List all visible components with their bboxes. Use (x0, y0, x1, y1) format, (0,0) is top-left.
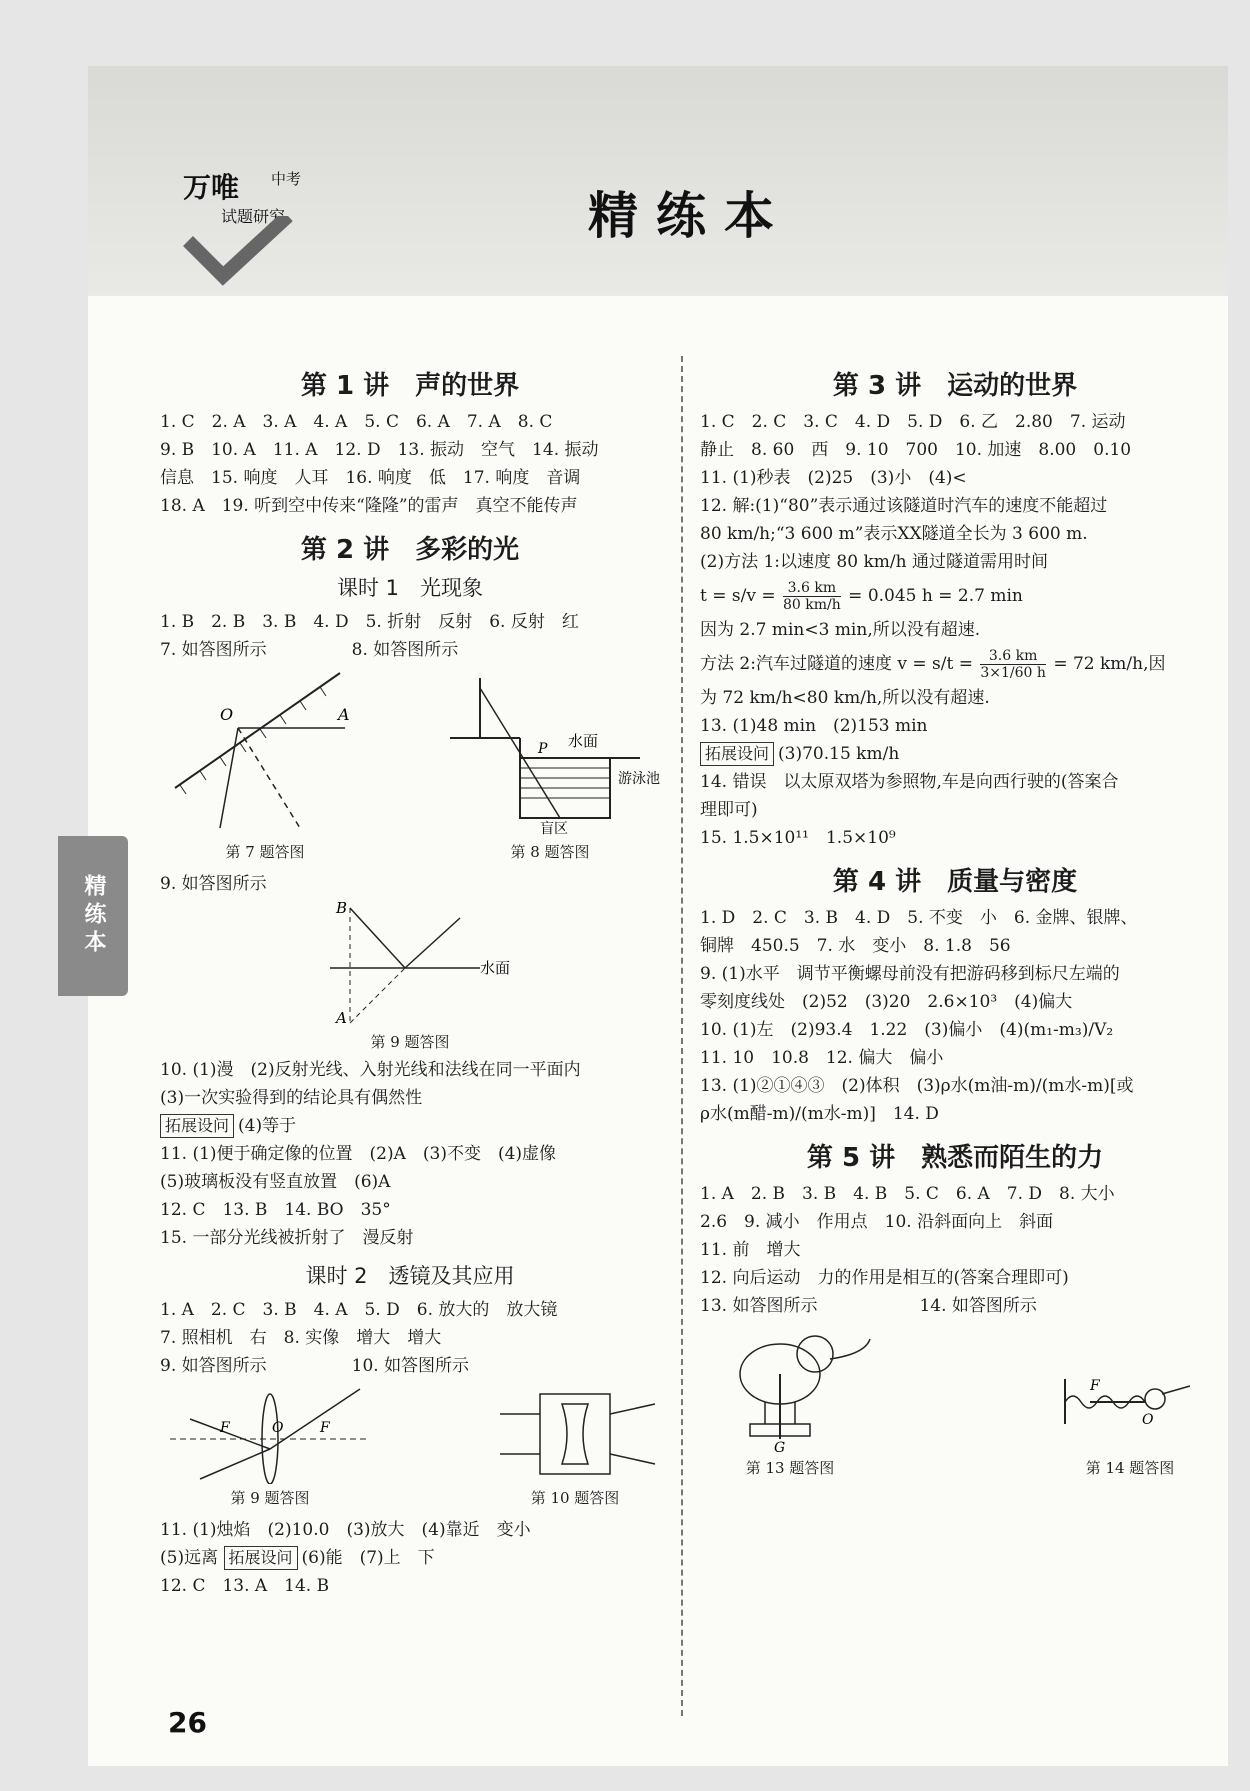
fraction-denominator: 80 km/h (783, 597, 841, 613)
answer-line: 7. 照相机 右 8. 实像 增大 增大 (160, 1328, 442, 1348)
formula-text: t = s/v = (700, 586, 776, 606)
svg-text:O: O (220, 705, 234, 724)
answer-line (160, 1112, 660, 1140)
answer-line: 静止 8. 60 西 9. 10 700 10. 加速 8.00 0.10 (700, 440, 1132, 460)
figure-7 (160, 668, 370, 866)
fraction (980, 648, 1046, 681)
pool-refraction-diagram (440, 668, 660, 838)
answer-line: 11. (1)秒表 (2)25 (3)小 (4)< (700, 468, 967, 488)
answer-line: 2.6 9. 减小 作用点 10. 沿斜面向上 斜面 (700, 1212, 1054, 1232)
lesson-1-title: 课时 1 光现象 (336, 576, 484, 600)
blind-zone-label: 盲区 (540, 821, 568, 837)
answer-line: ρ水(m醋-m)/(m水-m)] 14. D (700, 1104, 939, 1124)
left-column (160, 356, 660, 1600)
figure-caption: 第 9 题答图 (370, 1033, 450, 1051)
figure-caption: 第 14 题答图 (1085, 1459, 1175, 1477)
figure-caption: 第 8 题答图 (510, 843, 590, 861)
svg-text:P: P (538, 741, 548, 757)
svg-text:O: O (1142, 1412, 1154, 1428)
answer-line: 18. A 19. 听到空中传来“隆隆”的雷声 真空不能传声 (160, 496, 578, 516)
brand-logo (183, 166, 323, 286)
figure-13 (700, 1324, 880, 1482)
answer-line: 11. 10 10.8 12. 偏大 偏小 (700, 1048, 944, 1068)
answer-line: 信息 15. 响度 人耳 16. 响度 低 17. 响度 音调 (160, 468, 581, 488)
page-title: 精练本 (588, 187, 792, 245)
figure-caption: 第 13 题答图 (745, 1459, 835, 1477)
fraction-numerator: 3.6 km (980, 648, 1046, 665)
answer-line: 1. C 2. C 3. C 4. D 5. D 6. 乙 2.80 7. 运动 (700, 412, 1126, 432)
lecture-3-title: 第 3 讲 运动的世界 (832, 371, 1078, 401)
answer-text: (6)能 (7)上 下 (301, 1548, 435, 1568)
water-reflection-diagram (300, 898, 520, 1028)
answer-line: 7. 如答图所示 8. 如答图所示 (160, 640, 459, 660)
logo-mid-text: 中考 (271, 170, 302, 188)
page (81, 66, 1228, 1766)
svg-text:F: F (1090, 1378, 1100, 1394)
fraction-numerator: 3.6 km (783, 580, 841, 597)
extension-question-badge: 拓展设问 (160, 1114, 234, 1138)
answer-line: 11. (1)烛焰 (2)10.0 (3)放大 (4)靠近 变小 (160, 1520, 531, 1540)
figure-9 (160, 898, 660, 1056)
column-divider (681, 356, 683, 1716)
figure-8 (440, 668, 660, 866)
answer-line: (3)一次实验得到的结论具有偶然性 (160, 1088, 423, 1108)
answer-line: 11. 前 增大 (700, 1240, 801, 1260)
answer-line: 为 72 km/h<80 km/h,所以没有超速. (700, 688, 990, 708)
answer-line: 14. 错误 以太原双塔为参照物,车是向西行驶的(答案合 (700, 772, 1119, 792)
answer-line: 80 km/h;“3 600 m”表示XX隧道全长为 3 600 m. (700, 524, 1088, 544)
figure-9b (160, 1384, 380, 1512)
svg-text:F: F (320, 1420, 330, 1436)
answer-line: 12. C 13. A 14. B (160, 1576, 330, 1596)
figure-caption: 第 9 题答图 (230, 1489, 310, 1507)
lecture-4-title: 第 4 讲 质量与密度 (832, 867, 1078, 897)
lecture-5-title: 第 5 讲 熟悉而陌生的力 (806, 1143, 1104, 1173)
pool-label: 游泳池 (618, 771, 660, 787)
answer-line: 9. 如答图所示 10. 如答图所示 (160, 1356, 470, 1376)
svg-text:B: B (336, 899, 348, 917)
answer-line: 10. (1)漫 (2)反射光线、入射光线和法线在同一平面内 (160, 1060, 581, 1080)
figure-row (160, 1384, 660, 1512)
water-surface-label: 水面 (480, 959, 511, 977)
mirror-reflection-diagram (160, 668, 370, 838)
figure-row (700, 1324, 1210, 1482)
svg-text:G: G (774, 1440, 786, 1454)
formula-text: = 0.045 h = 2.7 min (848, 586, 1023, 606)
elephant-gravity-diagram (700, 1324, 880, 1454)
answer-line: 15. 1.5×10¹¹ 1.5×10⁹ (700, 828, 896, 848)
svg-text:A: A (336, 1009, 347, 1027)
fraction (783, 580, 841, 613)
answer-line: 12. 向后运动 力的作用是相互的(答案合理即可) (700, 1268, 1069, 1288)
checkmark-icon (183, 216, 293, 286)
logo-sub-text: 试题研究 (221, 207, 286, 226)
answer-line: 铜牌 450.5 7. 水 变小 8. 1.8 56 (700, 936, 1011, 956)
fraction-denominator: 3×1/60 h (980, 665, 1046, 681)
answer-line: (2)方法 1:以速度 80 km/h 通过隧道需用时间 (700, 552, 1048, 572)
answer-line: 11. (1)便于确定像的位置 (2)A (3)不变 (4)虚像 (160, 1144, 557, 1164)
answer-line: 1. D 2. C 3. B 4. D 5. 不变 小 6. 金牌、银牌、 (700, 908, 1138, 928)
formula-text: = 72 km/h,因 (1053, 654, 1166, 674)
answer-line (160, 1544, 660, 1572)
answer-text: (5)远离 (160, 1548, 219, 1568)
answer-line: 13. (1)48 min (2)153 min (700, 716, 928, 736)
answer-line: 9. 如答图所示 (160, 874, 267, 894)
logo-main-text: 万唯 (183, 171, 240, 204)
answer-line: 9. B 10. A 11. A 12. D 13. 振动 空气 14. 振动 (160, 440, 599, 460)
svg-text:A: A (338, 705, 350, 724)
answer-line: 1. B 2. B 3. B 4. D 5. 折射 反射 6. 反射 红 (160, 612, 579, 632)
answer-line: 因为 2.7 min<3 min,所以没有超速. (700, 620, 981, 640)
svg-text:F: F (220, 1420, 230, 1436)
lesson-2-title: 课时 2 透镜及其应用 (305, 1264, 515, 1288)
page-number: 26 (168, 1706, 207, 1739)
answer-line: 1. A 2. C 3. B 4. A 5. D 6. 放大的 放大镜 (160, 1300, 558, 1320)
formula-line (700, 644, 1210, 684)
answer-text: (4)等于 (238, 1116, 297, 1136)
answer-line: 零刻度线处 (2)52 (3)20 2.6×10³ (4)偏大 (700, 992, 1073, 1012)
water-surface-label: 水面 (568, 732, 599, 750)
extension-question-badge: 拓展设问 (700, 742, 774, 766)
answer-line: 理即可) (700, 800, 758, 820)
answer-line: 12. 解:(1)“80”表示通过该隧道时汽车的速度不能超过 (700, 496, 1108, 516)
side-tab: 精练本 (58, 836, 128, 996)
concave-lens-diagram (490, 1384, 660, 1484)
spring-force-diagram (1050, 1324, 1210, 1454)
answer-line: 1. A 2. B 3. B 4. B 5. C 6. A 7. D 8. 大小 (700, 1184, 1115, 1204)
answer-text: (3)70.15 km/h (778, 744, 900, 764)
answer-line: (5)玻璃板没有竖直放置 (6)A (160, 1172, 391, 1192)
answer-line: 13. 如答图所示 14. 如答图所示 (700, 1296, 1037, 1316)
formula-text: 方法 2:汽车过隧道的速度 v = s/t = (700, 654, 973, 674)
convex-lens-diagram (160, 1384, 380, 1484)
figure-14 (1050, 1324, 1210, 1482)
answer-line: 1. C 2. A 3. A 4. A 5. C 6. A 7. A 8. C (160, 412, 553, 432)
answer-line (700, 740, 1210, 768)
answer-line: 10. (1)左 (2)93.4 1.22 (3)偏小 (4)(m₁-m₃)/V₂ (700, 1020, 1114, 1040)
lecture-1-title: 第 1 讲 声的世界 (300, 371, 520, 401)
extension-question-badge: 拓展设问 (224, 1546, 298, 1570)
formula-line (700, 576, 1210, 616)
svg-text:O: O (272, 1420, 284, 1436)
right-column (700, 356, 1210, 1486)
lecture-2-title: 第 2 讲 多彩的光 (300, 535, 520, 565)
figure-caption: 第 10 题答图 (530, 1489, 620, 1507)
figure-10 (490, 1384, 660, 1512)
answer-line: 12. C 13. B 14. BO 35° (160, 1200, 391, 1220)
figure-caption: 第 7 题答图 (225, 843, 305, 861)
answer-line: 13. (1)②①④③ (2)体积 (3)ρ水(m油-m)/(m水-m)[或 (700, 1076, 1134, 1096)
figure-row (160, 668, 660, 866)
answer-line: 15. 一部分光线被折射了 漫反射 (160, 1228, 414, 1248)
answer-line: 9. (1)水平 调节平衡螺母前没有把游码移到标尺左端的 (700, 964, 1120, 984)
